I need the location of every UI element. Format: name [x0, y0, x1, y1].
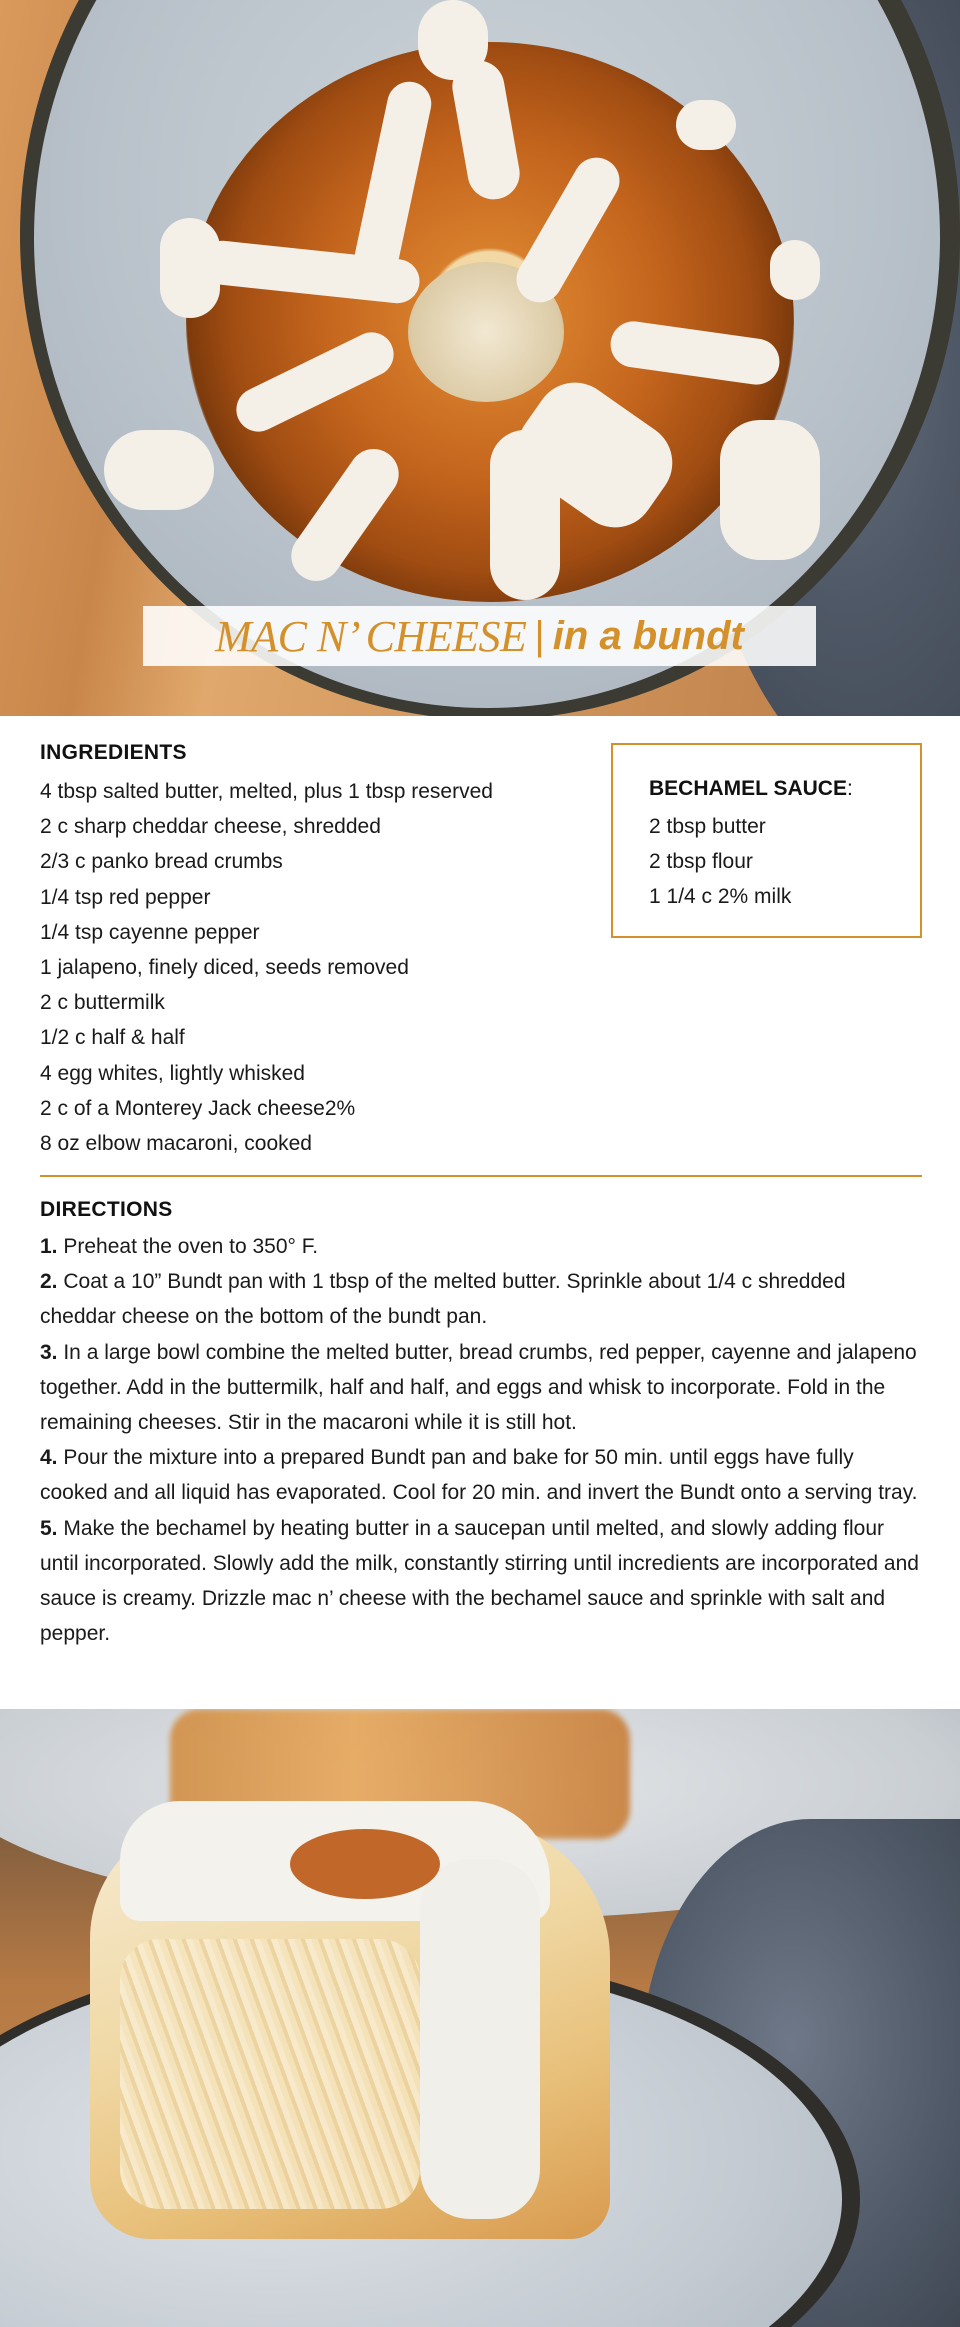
step-number: 3.: [40, 1340, 58, 1364]
recipe-title-banner: [143, 606, 816, 666]
ingredient-item: 1/2 c half & half: [40, 1026, 185, 1050]
ingredient-item: 2/3 c panko bread crumbs: [40, 850, 283, 874]
sauce-drip: [720, 420, 820, 560]
step-text: Pour the mixture into a prepared Bundt pan and bake for 50 min. until eggs have fully cooked and all liquid has evaporated. Cool for 20 min. and invert the Bundt onto a serving tray.: [40, 1446, 918, 1505]
step-text: Preheat the oven to 350° F.: [57, 1235, 319, 1258]
step-text: Coat a 10” Bundt pan with 1 tbsp of the melted butter. Sprinkle about 1/4 c shredded cheddar cheese on the bottom of the bundt pan.: [40, 1270, 846, 1329]
direction-step: [40, 1264, 922, 1334]
ingredients-section: [40, 740, 600, 1161]
ingredient-item: 1/4 tsp cayenne pepper: [40, 920, 260, 944]
step-number: 4.: [40, 1446, 58, 1470]
sauce-drip: [676, 100, 736, 150]
step-text: Make the bechamel by heating butter in a saucepan until melted, and slowly adding flour until incorporated. Slowly add the milk, constantly stirring until incredients are incorporated and sauce is creamy. Drizzle mac n’ cheese with the bechamel sauce and sprinkle with salt and pepper.: [40, 1516, 919, 1646]
golden-crust: [290, 1829, 440, 1899]
bechamel-heading-text: BECHAMEL SAUCE: [649, 777, 847, 800]
sauce-drip: [770, 240, 820, 300]
step-number: 5.: [40, 1516, 58, 1540]
ingredient-item: 2 c of a Monterey Jack cheese2%: [40, 1096, 356, 1120]
directions-section: [40, 1197, 922, 1651]
ingredient-item: 4 egg whites, lightly whisked: [40, 1061, 305, 1085]
recipe-subtitle: in a bundt: [552, 613, 744, 658]
ingredient-item: 8 oz elbow macaroni, cooked: [40, 1132, 312, 1156]
ingredient-item: 2 c sharp cheddar cheese, shredded: [40, 815, 381, 839]
ingredients-list: [40, 774, 600, 1161]
ingredient-item: 4 tbsp salted butter, melted, plus 1 tbsp reserved: [40, 780, 493, 803]
bechamel-item: 1 1/4 c 2% milk: [649, 885, 792, 909]
bechamel-drip: [420, 1859, 540, 2219]
bechamel-heading-colon: :: [846, 777, 853, 800]
ingredients-heading: INGREDIENTS: [40, 741, 187, 764]
ingredient-item: 1/4 tsp red pepper: [40, 885, 211, 909]
direction-step: [40, 1229, 922, 1264]
slice-photo: [0, 1709, 960, 2327]
title-separator: |: [534, 613, 545, 658]
direction-step: [40, 1440, 922, 1510]
bechamel-item: 2 tbsp flour: [649, 850, 753, 874]
sauce-drip: [104, 430, 214, 510]
hero-photo: [0, 0, 960, 716]
direction-step: [40, 1511, 922, 1652]
bechamel-box: [611, 743, 922, 938]
direction-step: [40, 1335, 922, 1441]
bechamel-heading: [649, 776, 884, 802]
bechamel-item: 2 tbsp butter: [649, 815, 766, 838]
macaroni-texture: [120, 1939, 420, 2209]
directions-heading: DIRECTIONS: [40, 1198, 173, 1221]
bechamel-list: [649, 809, 884, 915]
recipe-title: MAC N’ CHEESE: [215, 611, 527, 661]
sauce-drip: [160, 218, 220, 318]
sauce-drip: [490, 430, 560, 600]
directions-steps: [40, 1229, 922, 1651]
ingredient-item: 2 c buttermilk: [40, 991, 165, 1015]
section-divider: [40, 1175, 922, 1177]
step-text: In a large bowl combine the melted butter, bread crumbs, red pepper, cayenne and jalapeno together. Add in the buttermilk, half and half, and eggs and whisk to incorporate. Fold in the remaining cheeses. Stir in the macaroni while it is still hot.: [40, 1340, 917, 1435]
ingredient-item: 1 jalapeno, finely diced, seeds removed: [40, 956, 409, 980]
step-number: 2.: [40, 1270, 58, 1294]
step-number: 1.: [40, 1235, 58, 1258]
